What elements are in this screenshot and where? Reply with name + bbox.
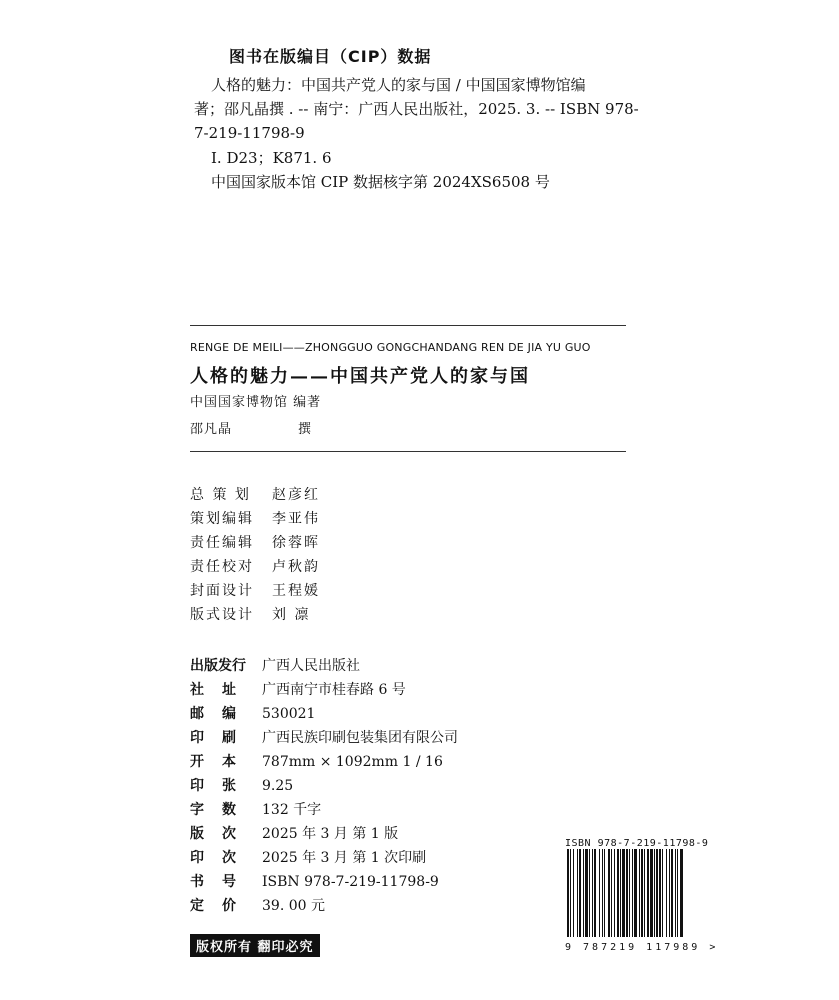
- book-title: 人格的魅力——中国共产党人的家与国: [190, 366, 530, 387]
- cip-title: 图书在版编目（CIP）数据: [229, 47, 432, 66]
- barcode-bar: [570, 849, 571, 937]
- info-label: 印刷: [190, 730, 254, 746]
- info-value: 132 千字: [262, 802, 322, 818]
- info-value: 广西南宁市桂春路 6 号: [262, 682, 406, 698]
- cip-line-5: 中国国家版本馆 CIP 数据核字第 2024XS6508 号: [211, 173, 550, 191]
- barcode-bar: [659, 849, 661, 937]
- barcode-bars: [565, 849, 711, 937]
- barcode-bar: [634, 849, 637, 937]
- staff-name: 卢秋韵: [272, 559, 320, 575]
- staff-name: 赵彦红: [272, 487, 320, 503]
- author-2-role: 撰: [298, 422, 313, 437]
- barcode-bar: [666, 849, 667, 937]
- info-value: 2025 年 3 月 第 1 次印刷: [262, 850, 427, 866]
- info-label: 定价: [190, 898, 254, 914]
- info-label: 社址: [190, 682, 254, 698]
- barcode-bar: [611, 849, 612, 937]
- staff-name: 李亚伟: [272, 511, 320, 527]
- staff-name: 徐蓉晖: [272, 535, 320, 551]
- staff-name: 刘 凛: [272, 607, 311, 623]
- barcode-bar: [677, 849, 678, 937]
- staff-role: 策划编辑: [190, 511, 254, 527]
- info-label: 印次: [190, 850, 254, 866]
- staff-row: [190, 604, 310, 624]
- info-value: 2025 年 3 月 第 1 版: [262, 826, 399, 842]
- barcode-bar: [573, 849, 574, 937]
- barcode-bar: [641, 849, 643, 937]
- barcode-bar: [620, 849, 621, 937]
- info-value: 39. 00 元: [262, 898, 325, 914]
- barcode-bar: [567, 849, 569, 937]
- barcode-bar: [617, 849, 619, 937]
- barcode-bar: [669, 849, 670, 937]
- barcode-bar: [662, 849, 663, 937]
- barcode-bar: [589, 849, 590, 937]
- info-label: 版次: [190, 826, 254, 842]
- info-row-publisher: [190, 655, 360, 675]
- cip-line-1: 人格的魅力：中国共产党人的家与国 / 中国国家博物馆编: [211, 76, 586, 94]
- barcode-digits: 9 787219 117989 >: [565, 942, 719, 953]
- author-line-1: 中国国家博物馆 编著: [190, 395, 322, 410]
- barcode-bar: [599, 849, 600, 937]
- staff-role: 版式设计: [190, 607, 254, 623]
- cip-line-4: Ⅰ. D23；K871. 6: [211, 149, 332, 167]
- staff-role: 封面设计: [190, 583, 254, 599]
- top-rule: [190, 325, 626, 326]
- barcode-bar: [680, 849, 683, 937]
- staff-name: 王程媛: [272, 583, 320, 599]
- barcode-bar: [632, 849, 633, 937]
- info-row-address: [190, 679, 406, 699]
- book-pinyin-title: RENGE DE MEILI——ZHONGGUO GONGCHANDANG REN DE JIA YU GUO: [190, 341, 591, 354]
- barcode-bar: [639, 849, 640, 937]
- author-2-name: 邵凡晶: [190, 422, 233, 437]
- barcode-bar: [585, 849, 588, 937]
- staff-row: [190, 484, 320, 504]
- barcode-bar: [626, 849, 628, 937]
- barcode-bar: [614, 849, 615, 937]
- info-row-printer: [190, 727, 458, 747]
- staff-row: [190, 556, 320, 576]
- staff-row: [190, 508, 320, 528]
- info-row-isbn: [190, 871, 439, 891]
- info-value: 广西人民出版社: [262, 658, 360, 674]
- info-row-edition: [190, 823, 398, 843]
- barcode-bar: [579, 849, 581, 937]
- info-label: 邮编: [190, 706, 254, 722]
- barcode-bar: [650, 849, 653, 937]
- barcode-bar: [602, 849, 603, 937]
- info-row-price: [190, 895, 325, 915]
- copyright-notice: 版权所有 翻印必究: [190, 934, 320, 957]
- info-value: 广西民族印刷包装集团有限公司: [262, 730, 458, 746]
- info-row-postcode: [190, 703, 315, 723]
- barcode-bar: [608, 849, 610, 937]
- staff-role: 总 策 划: [190, 487, 251, 503]
- info-label: 出版发行: [190, 658, 246, 674]
- barcode-bar: [629, 849, 630, 937]
- barcode-bar: [583, 849, 584, 937]
- cip-line-3: 7-219-11798-9: [194, 124, 305, 142]
- barcode-bar: [656, 849, 658, 937]
- barcode-bar: [675, 849, 676, 937]
- barcode-bar: [647, 849, 649, 937]
- cip-line-2: 著；邵凡晶撰 . -- 南宁：广西人民出版社，2025. 3. -- ISBN 978-: [194, 100, 639, 118]
- info-row-format: [190, 751, 443, 771]
- info-value: 9.25: [262, 778, 294, 794]
- barcode-bar: [654, 849, 655, 937]
- info-value: 530021: [262, 706, 316, 722]
- barcode-bar: [592, 849, 593, 937]
- barcode-isbn-text: ISBN 978-7-219-11798-9: [565, 838, 709, 849]
- staff-row: [190, 532, 320, 552]
- info-label: 字数: [190, 802, 254, 818]
- staff-role: 责任校对: [190, 559, 254, 575]
- staff-role: 责任编辑: [190, 535, 254, 551]
- info-value: ISBN 978-7-219-11798-9: [262, 874, 439, 890]
- barcode-bar: [577, 849, 578, 937]
- bottom-rule: [190, 451, 626, 452]
- barcode-bar: [671, 849, 673, 937]
- info-value: 787mm × 1092mm 1 / 16: [262, 754, 443, 770]
- barcode-bar: [644, 849, 645, 937]
- info-row-sheets: [190, 775, 293, 795]
- barcode-bar: [604, 849, 605, 937]
- isbn-barcode: [565, 838, 719, 953]
- info-label: 印张: [190, 778, 254, 794]
- barcode-bar: [594, 849, 596, 937]
- staff-row: [190, 580, 320, 600]
- barcode-bar: [622, 849, 625, 937]
- info-row-printing: [190, 847, 426, 867]
- info-label: 开本: [190, 754, 254, 770]
- info-label: 书号: [190, 874, 254, 890]
- info-row-wordcount: [190, 799, 321, 819]
